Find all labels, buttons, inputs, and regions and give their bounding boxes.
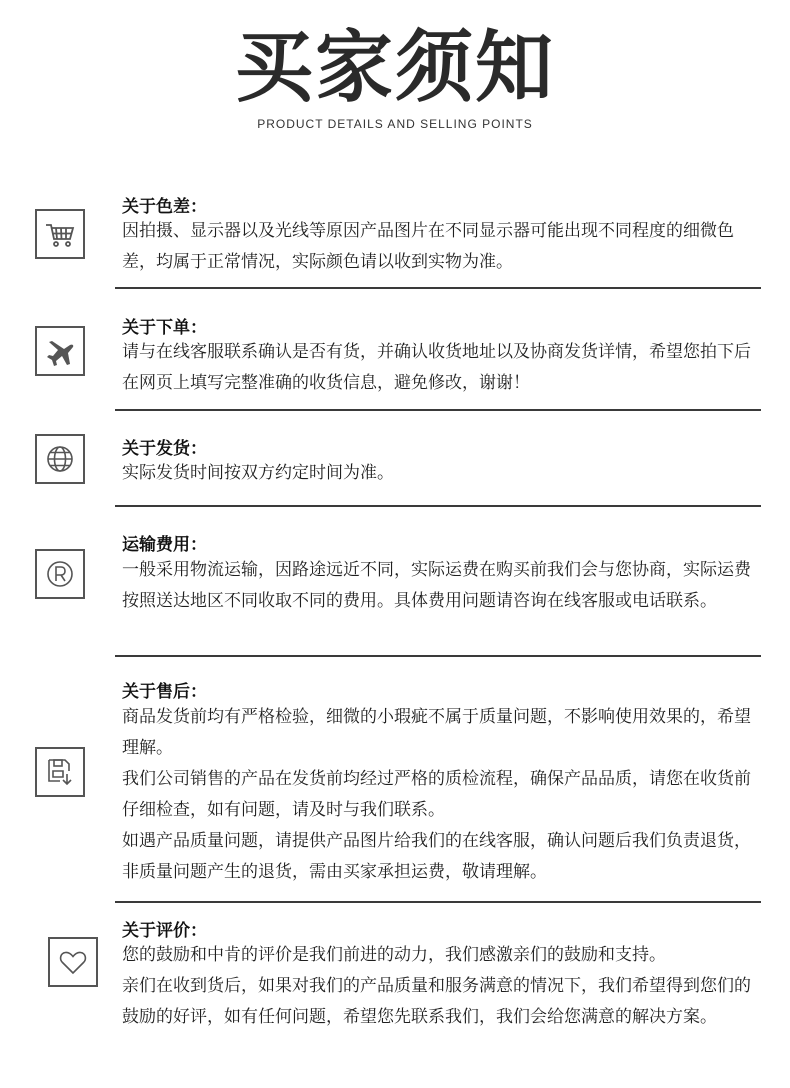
page-subtitle: PRODUCT DETAILS AND SELLING POINTS (257, 117, 533, 131)
page-header (0, 0, 790, 150)
section-heading: 关于发货： (122, 439, 207, 459)
paragraph: 亲们在收到货后，如果对我们的产品质量和服务满意的情况下，我们希望得到您们的鼓励的好评，如有任何问题，希望您先联系我们，我们会给您满意的解决方案。 (122, 976, 751, 1027)
paragraph: 您的鼓励和中肯的评价是我们前进的动力，我们感激亲们的鼓励和支持。 (122, 945, 666, 965)
section-divider (115, 901, 761, 903)
section-divider (115, 505, 761, 507)
section-body (122, 458, 762, 489)
section-body (122, 702, 762, 888)
section-heading: 关于下单： (122, 318, 207, 338)
section-body (122, 940, 762, 1033)
section-heading: 关于售后： (122, 682, 207, 702)
paragraph: 商品发货前均有严格检验，细微的小瑕疵不属于质量问题，不影响使用效果的，希望理解。 (122, 707, 751, 758)
section-heading: 关于评价： (122, 921, 207, 941)
paragraph: 因拍摄、显示器以及光线等原因产品图片在不同显示器可能出现不同程度的细微色差，均属于正常情况，实际颜色请以收到实物为准。 (122, 221, 734, 272)
section-body (122, 555, 762, 617)
page-title: 买家须知 (234, 23, 555, 113)
paragraph: 如遇产品质量问题，请提供产品图片给我们的在线客服，确认问题后我们负责退货，非质量问题产生的退货，需由买家承担运费，敬请理解。 (122, 831, 751, 882)
return-package-icon (35, 747, 85, 797)
section-body (122, 337, 762, 399)
registered-icon (35, 549, 85, 599)
airplane-icon (35, 326, 85, 376)
globe-icon (35, 434, 85, 484)
paragraph: 实际发货时间按双方约定时间为准。 (122, 463, 394, 483)
paragraph: 一般采用物流运输，因路途远近不同，实际运费在购买前我们会与您协商，实际运费按照送达地区不同收取不同的费用。具体费用问题请咨询在线客服或电话联系。 (122, 560, 751, 611)
paragraph: 请与在线客服联系确认是否有货，并确认收货地址以及协商发货详情，希望您拍下后在网页上填写完整准确的收货信息，避免修改，谢谢！ (122, 342, 751, 393)
section-divider (115, 287, 761, 289)
section-heading: 关于色差： (122, 197, 207, 217)
section-body (122, 216, 762, 278)
shopping-cart-icon (35, 209, 85, 259)
section-divider (115, 655, 761, 657)
paragraph: 我们公司销售的产品在发货前均经过严格的质检流程，确保产品品质，请您在收货前仔细检查，如有问题，请及时与我们联系。 (122, 769, 751, 820)
section-divider (115, 409, 761, 411)
heart-icon (48, 937, 98, 987)
section-heading: 运输费用： (122, 535, 207, 555)
